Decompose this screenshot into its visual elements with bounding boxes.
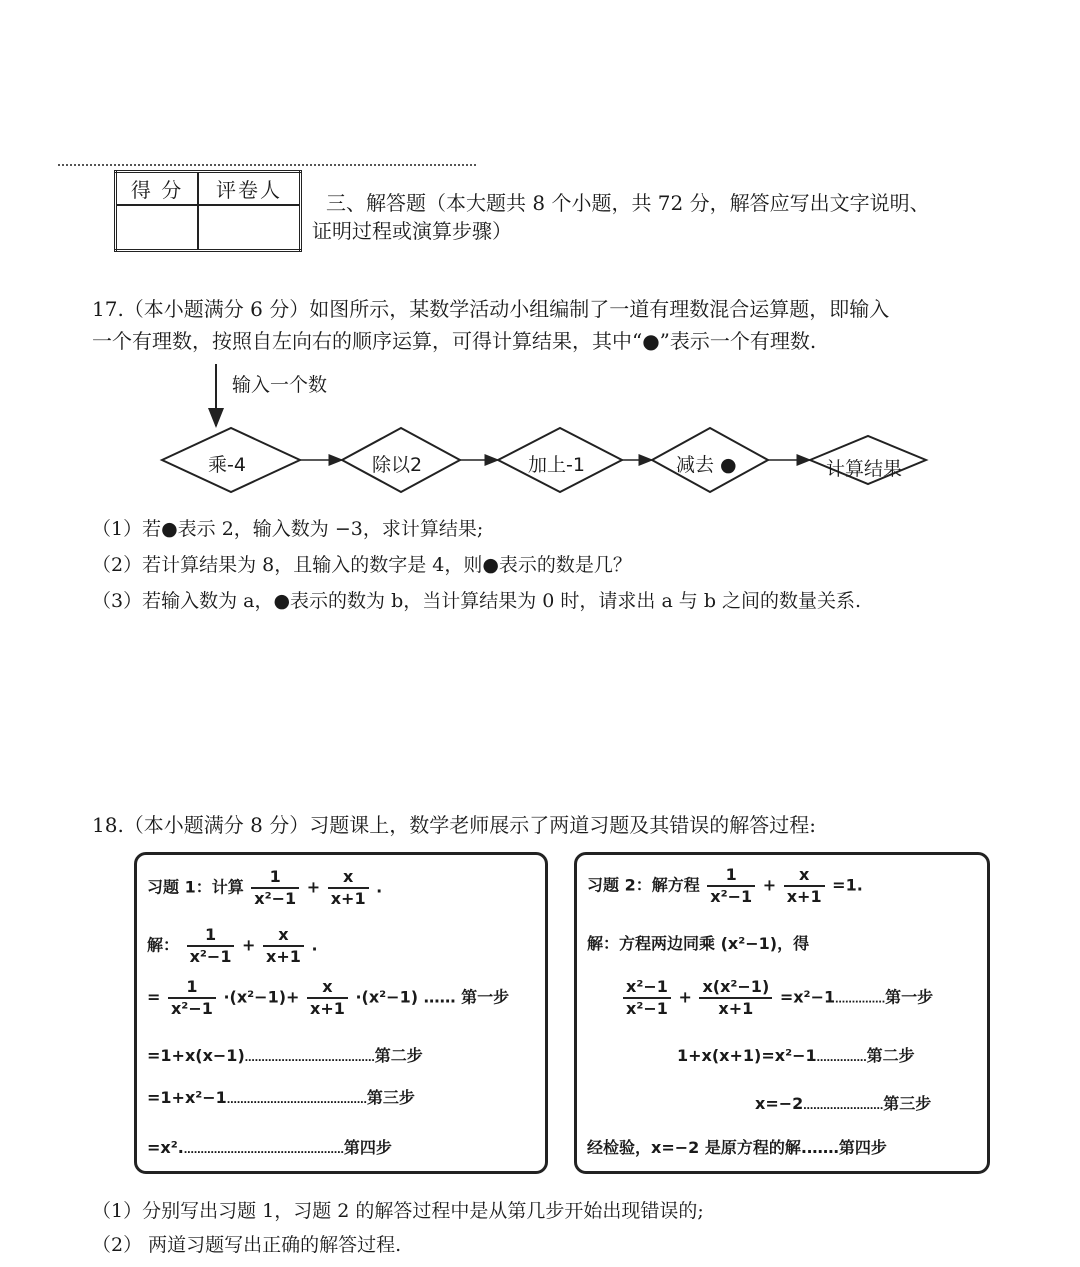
q18-sub2: （2） 两道习题写出正确的解答过程. (92, 1234, 402, 1256)
ex2-solution-line: 解：方程两边同乘 (x²−1)，得 (587, 934, 810, 953)
header-dotted-rule (58, 164, 476, 166)
ex2-title-row: 习题 2：解方程 $\frac{1}{\text{x²−1}}$ + $\frac{x}{x+1}$ =1. (587, 865, 863, 906)
ex2-title: 习题 2：解方程 (587, 875, 700, 895)
q18-sub1: （1）分别写出习题 1，习题 2 的解答过程中是从第几步开始出现错误的; (92, 1200, 704, 1222)
q18-intro: 18.（本小题满分 8 分）习题课上，数学老师展示了两道习题及其错误的解答过程: (92, 813, 816, 837)
flow-input-label: 输入一个数 (232, 374, 328, 396)
grader-label: 评卷人 (198, 172, 300, 206)
ex1-title-frac2: $\frac{x}{x+1}$ (328, 867, 369, 909)
ex2-step3-label: 第三步 (883, 1094, 932, 1113)
score-cell[interactable] (116, 205, 199, 251)
grader-cell[interactable] (198, 205, 300, 251)
q17-line1: 17.（本小题满分 6 分）如图所示，某数学活动小组编制了一道有理数混合运算题，即输入 (92, 297, 890, 321)
flow-node-label-4: 减去 ● (676, 454, 737, 476)
flow-node-label-2: 除以2 (372, 454, 423, 476)
ex2-step1-line: $\frac{\text{x²−1}}{\text{x²−1}}$ + $\frac{\text{x(x²−1)}}{x+1}$ =x²−1……………第一步 (621, 977, 933, 1019)
ex1-step1-label: 第一步 (461, 987, 510, 1007)
ex1-step3-line: =1+x²−1……………………………………第三步 (147, 1088, 415, 1107)
ex2-step3-line: x=−2……………………第三步 (755, 1094, 932, 1113)
flow-node-label-5: 计算结果 (826, 458, 903, 480)
ex2-step2-label: 第二步 (866, 1046, 915, 1065)
q17-sub1: （1）若●表示 2，输入数为 −3，求计算结果; (92, 518, 484, 540)
ex1-step2-label: 第二步 (374, 1046, 423, 1065)
flow-node-label-3: 加上-1 (528, 454, 585, 476)
ex2-step4-label: 第四步 (838, 1138, 887, 1157)
flow-node-label-1: 乘-4 (208, 454, 246, 476)
section-heading-line1: 三、解答题（本大题共 8 个小题，共 72 分，解答应写出文字说明、 (326, 191, 930, 215)
ex1-title-frac1: $\frac{1}{\text{x²−1}}$ (251, 867, 299, 909)
ex1-step2-line: =1+x(x−1)…………………………………第二步 (147, 1046, 423, 1065)
ex1-solution-label: 解： (147, 935, 180, 955)
section-heading-line2: 证明过程或演算步骤） (312, 219, 512, 243)
ex1-step1-line: = $\frac{1}{\text{x²−1}}$ ·(x²−1)+ $\frac{x}{x+1}$ ·(x²−1) …… 第一步 (147, 977, 510, 1018)
q17-line2: 一个有理数，按照自左向右的顺序运算，可得计算结果，其中“●”表示一个有理数. (92, 329, 817, 353)
ex1-step4-label: 第四步 (343, 1138, 392, 1157)
score-label: 得 分 (116, 172, 199, 206)
q17-sub3: （3）若输入数为 a，●表示的数为 b，当计算结果为 0 时，请求出 a 与 b 之间的数量关系. (92, 590, 862, 612)
ex1-title-row: 习题 1：计算 $\frac{1}{\text{x²−1}}$ + $\frac{x}{x+1}$ . (147, 867, 383, 908)
ex1-solution-line0: 解： $\frac{1}{\text{x²−1}}$ + $\frac{x}{x+1}$ . (147, 925, 318, 966)
ex2-step2-line: 1+x(x+1)=x²−1……………第二步 (677, 1046, 915, 1065)
exercise-2-box (574, 852, 990, 1174)
score-table (114, 170, 302, 252)
ex1-title: 习题 1：计算 (147, 877, 244, 897)
exercise-1-box (134, 852, 548, 1174)
q17-sub2: （2）若计算结果为 8，且输入的数字是 4，则●表示的数是几？ (92, 554, 632, 576)
ex2-step1-label: 第一步 (885, 987, 934, 1007)
ex2-step4-line: 经检验，x=−2 是原方程的解.……第四步 (587, 1138, 887, 1157)
ex1-step4-line: =x².…………………………………………第四步 (147, 1138, 392, 1157)
ex1-step3-label: 第三步 (366, 1088, 415, 1107)
